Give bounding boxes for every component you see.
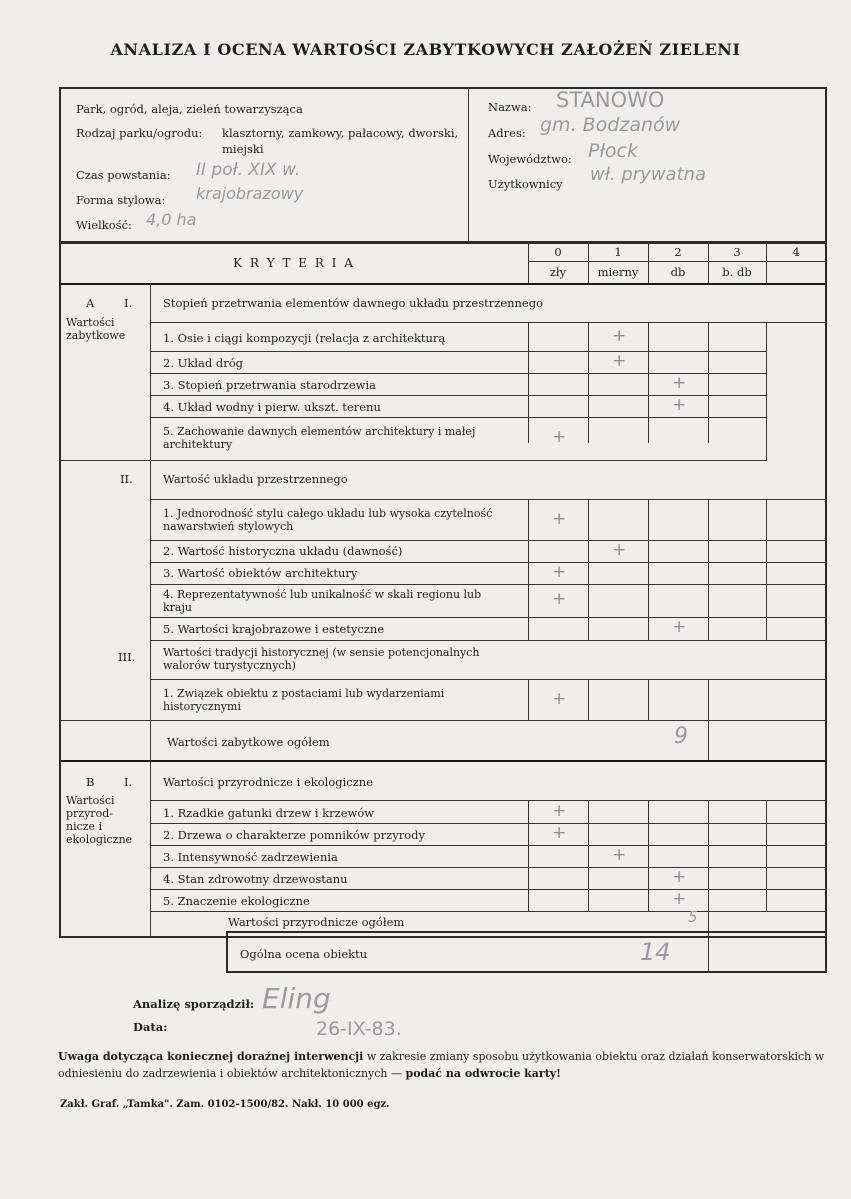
score-mark-a2-3: + [552,562,567,582]
group2-title: Wartość układu przestrzennego [163,472,348,486]
a1-item-1: 1. Osie i ciągi kompozycji (relacja z architekturą [163,331,446,345]
score-label-2: db [670,265,686,279]
b-item-3: 3. Intensywność zadrzewienia [163,850,338,864]
b-item-4: 4. Stan zdrowotny drzewostanu [163,872,348,886]
voivodeship-value: Płock [588,140,638,162]
score-mark-a1-1: + [612,326,627,346]
score-3: 3 [733,245,741,259]
note-text: w zakresie zmiany sposobu użytkowania obiektu oraz działań konserwatorskich w odniesieniu do zadrzewienia i obiektów architektonicznych — [58,1050,825,1080]
section-a-roman3: III. [118,650,136,664]
b-total-label: Wartości przyrodnicze ogółem [228,915,405,929]
criteria-heading: K R Y T E R I A [233,256,355,270]
date-value: 26-IX-83. [316,1018,402,1040]
note [58,1048,838,1082]
address-value: gm. Bodzanów [540,114,681,136]
a2-item-4: 4. Reprezentatywność lub unikalność w skali regionu lub kraju [163,588,482,614]
score-mark-a2-2: + [612,540,627,560]
a2-item-1: 1. Jednorodność stylu całego układu lub wysoka czytelność nawarstwień stylowych [163,507,493,533]
b-total-value: 5 [688,908,698,926]
users-label: Użytkownicy [488,177,563,191]
section-a-letter: A [86,296,95,310]
score-label-3: b. db [722,265,752,279]
style-label: Forma stylowa: [76,193,166,207]
group1-title: Stopień przetrwania elementów dawnego układu przestrzennego [163,296,544,310]
note-bold: Uwaga dotycząca koniecznej doraźnej interwencji [58,1050,364,1063]
a1-item-3: 3. Stopień przetrwania starodrzewia [163,378,376,392]
address-label: Adres: [488,126,526,140]
score-4: 4 [792,245,800,259]
a2-item-5: 5. Wartości krajobrazowe i estetyczne [163,622,385,636]
score-mark-b1-4: + [672,867,687,887]
section-a-roman2: II. [120,472,133,486]
form-title: ANALIZA I OCENA WARTOŚCI ZABYTKOWYCH ZAŁOŻEŃ ZIELENI [110,40,741,59]
a2-item-2: 2. Wartość historyczna układu (dawność) [163,544,403,558]
section-b-letter: B [86,775,95,789]
style-value: krajobrazowy [196,184,304,203]
size-label: Wielkość: [76,218,132,232]
note-end: podać na odwrocie karty! [405,1067,562,1080]
time-value: II poł. XIX w. [196,160,301,180]
section-b-roman1: I. [124,775,133,789]
size-value: 4,0 ha [146,210,197,229]
score-label-1: mierny [597,265,639,279]
users-value: wł. prywatna [590,164,707,185]
type-options-2: miejski [222,142,264,156]
printer-info: Zakł. Graf. „Tamka". Zam. 0102-1500/82. Nakł. 10 000 egz. [60,1099,390,1110]
overall-label: Ogólna ocena obiektu [240,947,368,961]
park-label: Park, ogród, aleja, zieleń towarzysząca [76,102,303,116]
prepared-label: Analizę sporządził: [133,997,255,1011]
a2-item-3: 3. Wartość obiektów architektury [163,566,358,580]
a-total-label: Wartości zabytkowe ogółem [167,735,330,749]
b-item-1: 1. Rzadkie gatunki drzew i krzewów [163,806,375,820]
section-b-side-label: Wartości przyrod-nicze i ekologiczne [66,794,133,846]
b-group-title: Wartości przyrodnicze i ekologiczne [163,775,374,789]
score-mark-a2-5: + [672,617,687,637]
header-divider [468,88,469,242]
type-label: Rodzaj parku/ogrodu: [76,126,203,140]
name-value: STANOWO [556,88,665,112]
score-mark-a2-4: + [552,589,567,609]
section-a-side-label: Wartości zabytkowe [66,316,126,342]
score-mark-b1-1: + [552,801,567,821]
score-1: 1 [614,245,622,259]
time-label: Czas powstania: [76,168,171,182]
voivodeship-label: Województwo: [488,152,572,166]
score-mark-b1-3: + [612,845,627,865]
score-mark-a2-1: + [552,509,567,529]
a-total-value: 9 [674,724,688,749]
a3-item-1: 1. Związek obiektu z postaciami lub wydarzeniami historycznymi [163,687,445,713]
a1-item-5: 5. Zachowanie dawnych elementów architektury i małej architektury [163,425,476,451]
a1-item-4: 4. Układ wodny i pierw. ukszt. terenu [163,400,381,414]
score-mark-a1-2: + [612,351,627,371]
score-mark-a1-3: + [672,373,687,393]
score-mark-b1-5: + [672,889,687,909]
type-options: klasztorny, zamkowy, pałacowy, dworski, [222,126,459,140]
date-label: Data: [133,1020,168,1034]
score-mark-a3-1: + [552,689,567,709]
section-a-roman1: I. [124,296,133,310]
score-2: 2 [674,245,682,259]
score-label-0: zły [549,265,567,279]
name-label: Nazwa: [488,100,532,114]
score-mark-a1-5: + [552,427,567,447]
score-mark-a1-4: + [672,395,687,415]
a1-item-2: 2. Układ dróg [163,356,244,370]
overall-value: 14 [640,938,671,966]
b-item-2: 2. Drzewa o charakterze pomników przyrody [163,828,425,842]
group3-title: Wartości tradycji historycznej (w sensie potencjonalnych walorów turystycznych) [163,646,480,672]
b-item-5: 5. Znaczenie ekologiczne [163,894,310,908]
score-mark-b1-2: + [552,823,567,843]
score-0: 0 [554,245,562,259]
signature: Eling [262,982,331,1015]
